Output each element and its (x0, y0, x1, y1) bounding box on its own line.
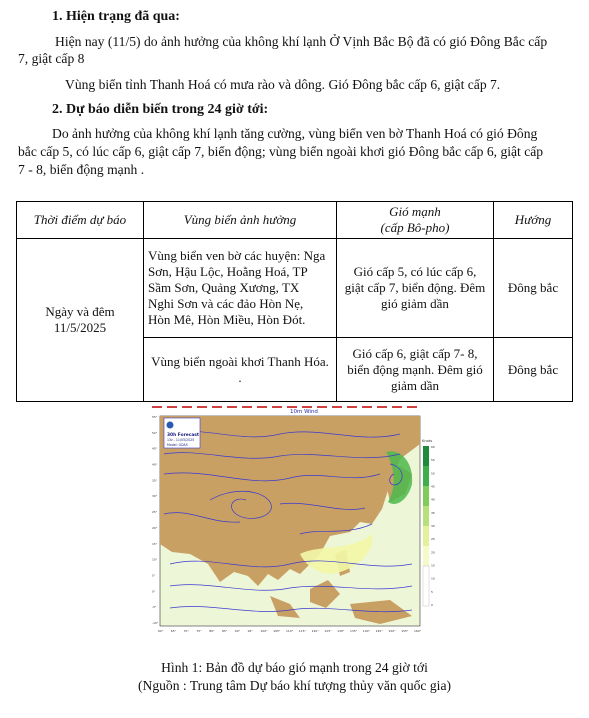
table-header-row (17, 202, 573, 239)
lon-tick-label: 120° (311, 629, 319, 633)
time-line2: 11/5/2025 (53, 320, 107, 335)
lon-tick-label: 155° (401, 629, 409, 633)
lon-tick-label: 145° (375, 629, 383, 633)
time-cell (17, 239, 144, 402)
wind-cell-coastal (337, 239, 494, 338)
lon-tick-label: 70° (183, 629, 189, 633)
colorbar-tick-label: 0 (431, 603, 433, 607)
colorbar-tick-label: 25 (431, 537, 435, 542)
area-line: Hòn Mê, Hòn Miều, Hòn Đót. (148, 312, 306, 327)
area-line: . (238, 369, 242, 385)
lat-tick-label: -10° (152, 621, 159, 625)
header-wind (337, 202, 494, 239)
wind-forecast-map (150, 404, 440, 636)
area-line: Sơn, Hậu Lộc, Hoằng Hoá, TP (148, 264, 308, 279)
colorbar-tick-label: 20 (431, 550, 435, 555)
lat-tick-label: 40° (152, 462, 158, 467)
forecast-table (16, 201, 573, 402)
section1-para1-line2: 7, giật cấp 8 (18, 51, 85, 66)
header-time: Thời điểm dự báo (17, 202, 144, 239)
area-cell-offshore (144, 338, 337, 402)
wind-line: Gió cấp 6, giật cấp 7- 8, (352, 345, 478, 361)
lon-tick-label: 140° (362, 629, 371, 633)
area-line: Vùng biển ngoài khơi Thanh Hóa. (151, 353, 329, 369)
lat-tick-label: 55° (152, 415, 158, 419)
agency-logo-icon (167, 422, 174, 429)
area-line: Sầm Sơn, Quảng Xương, TX (148, 280, 300, 295)
wind-line: giật cấp 7, biển động. Đêm (344, 280, 486, 295)
area-cell-coastal (144, 239, 337, 338)
lon-tick-label: 110° (286, 629, 294, 633)
wind-line: giảm dần (390, 377, 439, 393)
lat-tick-label: -5° (152, 605, 157, 610)
area-line: Nghi Sơn và các đảo Hòn Nẹ, (148, 296, 304, 311)
lon-tick-label: 100° (260, 629, 268, 633)
section2-line2: bắc cấp 5, có lúc cấp 6, giật cấp 7, biển động; vùng biển ngoài khơi gió Đông bắc cấp 6, giật cấp (18, 144, 544, 159)
wind-line: biển động mạnh. Đêm gió (347, 361, 483, 377)
lon-tick-label: 115° (298, 629, 307, 633)
lon-tick-label: 125° (324, 629, 332, 633)
direction-cell-offshore: Đông bắc (494, 338, 573, 402)
wind-line: gió giảm dần (381, 296, 449, 311)
lon-tick-label: 160° (414, 629, 422, 633)
header-wind-line2: (cấp Bô-pho) (380, 220, 450, 235)
map-title: 10m Wind (290, 409, 318, 415)
colorbar (423, 446, 429, 606)
area-line: Vùng biển ven bờ các huyện: Nga (148, 248, 326, 263)
lat-tick-label: 15° (152, 541, 158, 546)
lon-tick-label: 105° (273, 629, 281, 633)
table-row (17, 239, 573, 338)
colorbar-tick-label: 40 (431, 497, 435, 502)
colorbar-tick-label: 55 (431, 458, 435, 463)
lon-tick-label: 90° (234, 629, 241, 633)
section1-heading: 1. Hiện trạng đã qua: (52, 9, 180, 24)
lat-tick-label: 20° (152, 525, 158, 530)
map-forecast-label: 30h Forecast (167, 433, 200, 438)
map-model: Model: GDAS (167, 443, 188, 447)
figure-source: (Nguồn : Trung tâm Dự báo khí tượng thủy văn quốc gia) (137, 678, 452, 693)
lon-tick-label: 95° (247, 629, 253, 633)
section2-heading: 2. Dự báo diễn biến trong 24 giờ tới: (52, 102, 269, 117)
colorbar-tick-label: 35 (431, 510, 435, 515)
figure-caption: Hình 1: Bản đồ dự báo gió mạnh trong 24 giờ tới (161, 660, 428, 675)
lon-tick-label: 135° (350, 629, 358, 633)
lon-tick-label: 85° (222, 629, 228, 633)
lon-tick-label: 80° (209, 629, 215, 633)
lon-tick-label: 130° (337, 629, 345, 633)
colorbar-tick-label: 10 (431, 576, 435, 581)
time-line1: Ngày và đêm (45, 304, 115, 319)
lat-tick-label: 5° (152, 573, 156, 578)
colorbar-tick-label: 15 (431, 563, 435, 568)
colorbar-label: Knots (422, 439, 433, 443)
header-wind-line1: Gió mạnh (389, 204, 441, 219)
lat-tick-label: 45° (152, 446, 158, 451)
lat-tick-label: 10° (152, 557, 158, 562)
section1-para1-line1: Hiện nay (11/5) do ảnh hưởng của không khí lạnh Ở Vịnh Bắc Bộ đã có gió Đông Bắc cấp (55, 34, 548, 49)
lat-tick-label: 50° (152, 430, 158, 435)
wind-line: Gió cấp 5, có lúc cấp 6, (353, 264, 477, 279)
header-area: Vùng biển ảnh hưởng (144, 202, 337, 239)
header-direction: Hướng (494, 202, 573, 239)
section2-line1: Do ảnh hưởng của không khí lạnh tăng cường, vùng biển ven bờ Thanh Hoá có gió Đông (52, 126, 538, 141)
direction-cell-coastal: Đông bắc (494, 239, 573, 338)
lat-tick-label: 30° (152, 494, 158, 499)
lat-tick-label: 0° (152, 589, 156, 594)
wind-cell-offshore (337, 338, 494, 402)
colorbar-tick-label: 50 (431, 471, 435, 476)
lat-tick-label: 25° (152, 510, 158, 515)
section2-line3: 7 - 8, biển động mạnh . (18, 162, 145, 177)
lon-tick-label: 150° (388, 629, 396, 633)
colorbar-tick-label: 30 (431, 524, 435, 528)
lon-tick-label: 75° (196, 629, 202, 633)
lon-tick-label: 65° (170, 629, 177, 633)
lon-tick-label: 60° (158, 629, 164, 633)
colorbar-tick-label: 5 (431, 589, 433, 594)
section1-para2: Vùng biển tỉnh Thanh Hoá có mưa rào và dông. Gió Đông bắc cấp 6, giật cấp 7. (65, 77, 501, 92)
colorbar-tick-label: 45 (431, 484, 435, 489)
lat-tick-label: 35° (152, 478, 158, 483)
colorbar-tick-label: 60 (431, 445, 435, 449)
map-date: 13z - 11/05/2025 (167, 438, 195, 442)
